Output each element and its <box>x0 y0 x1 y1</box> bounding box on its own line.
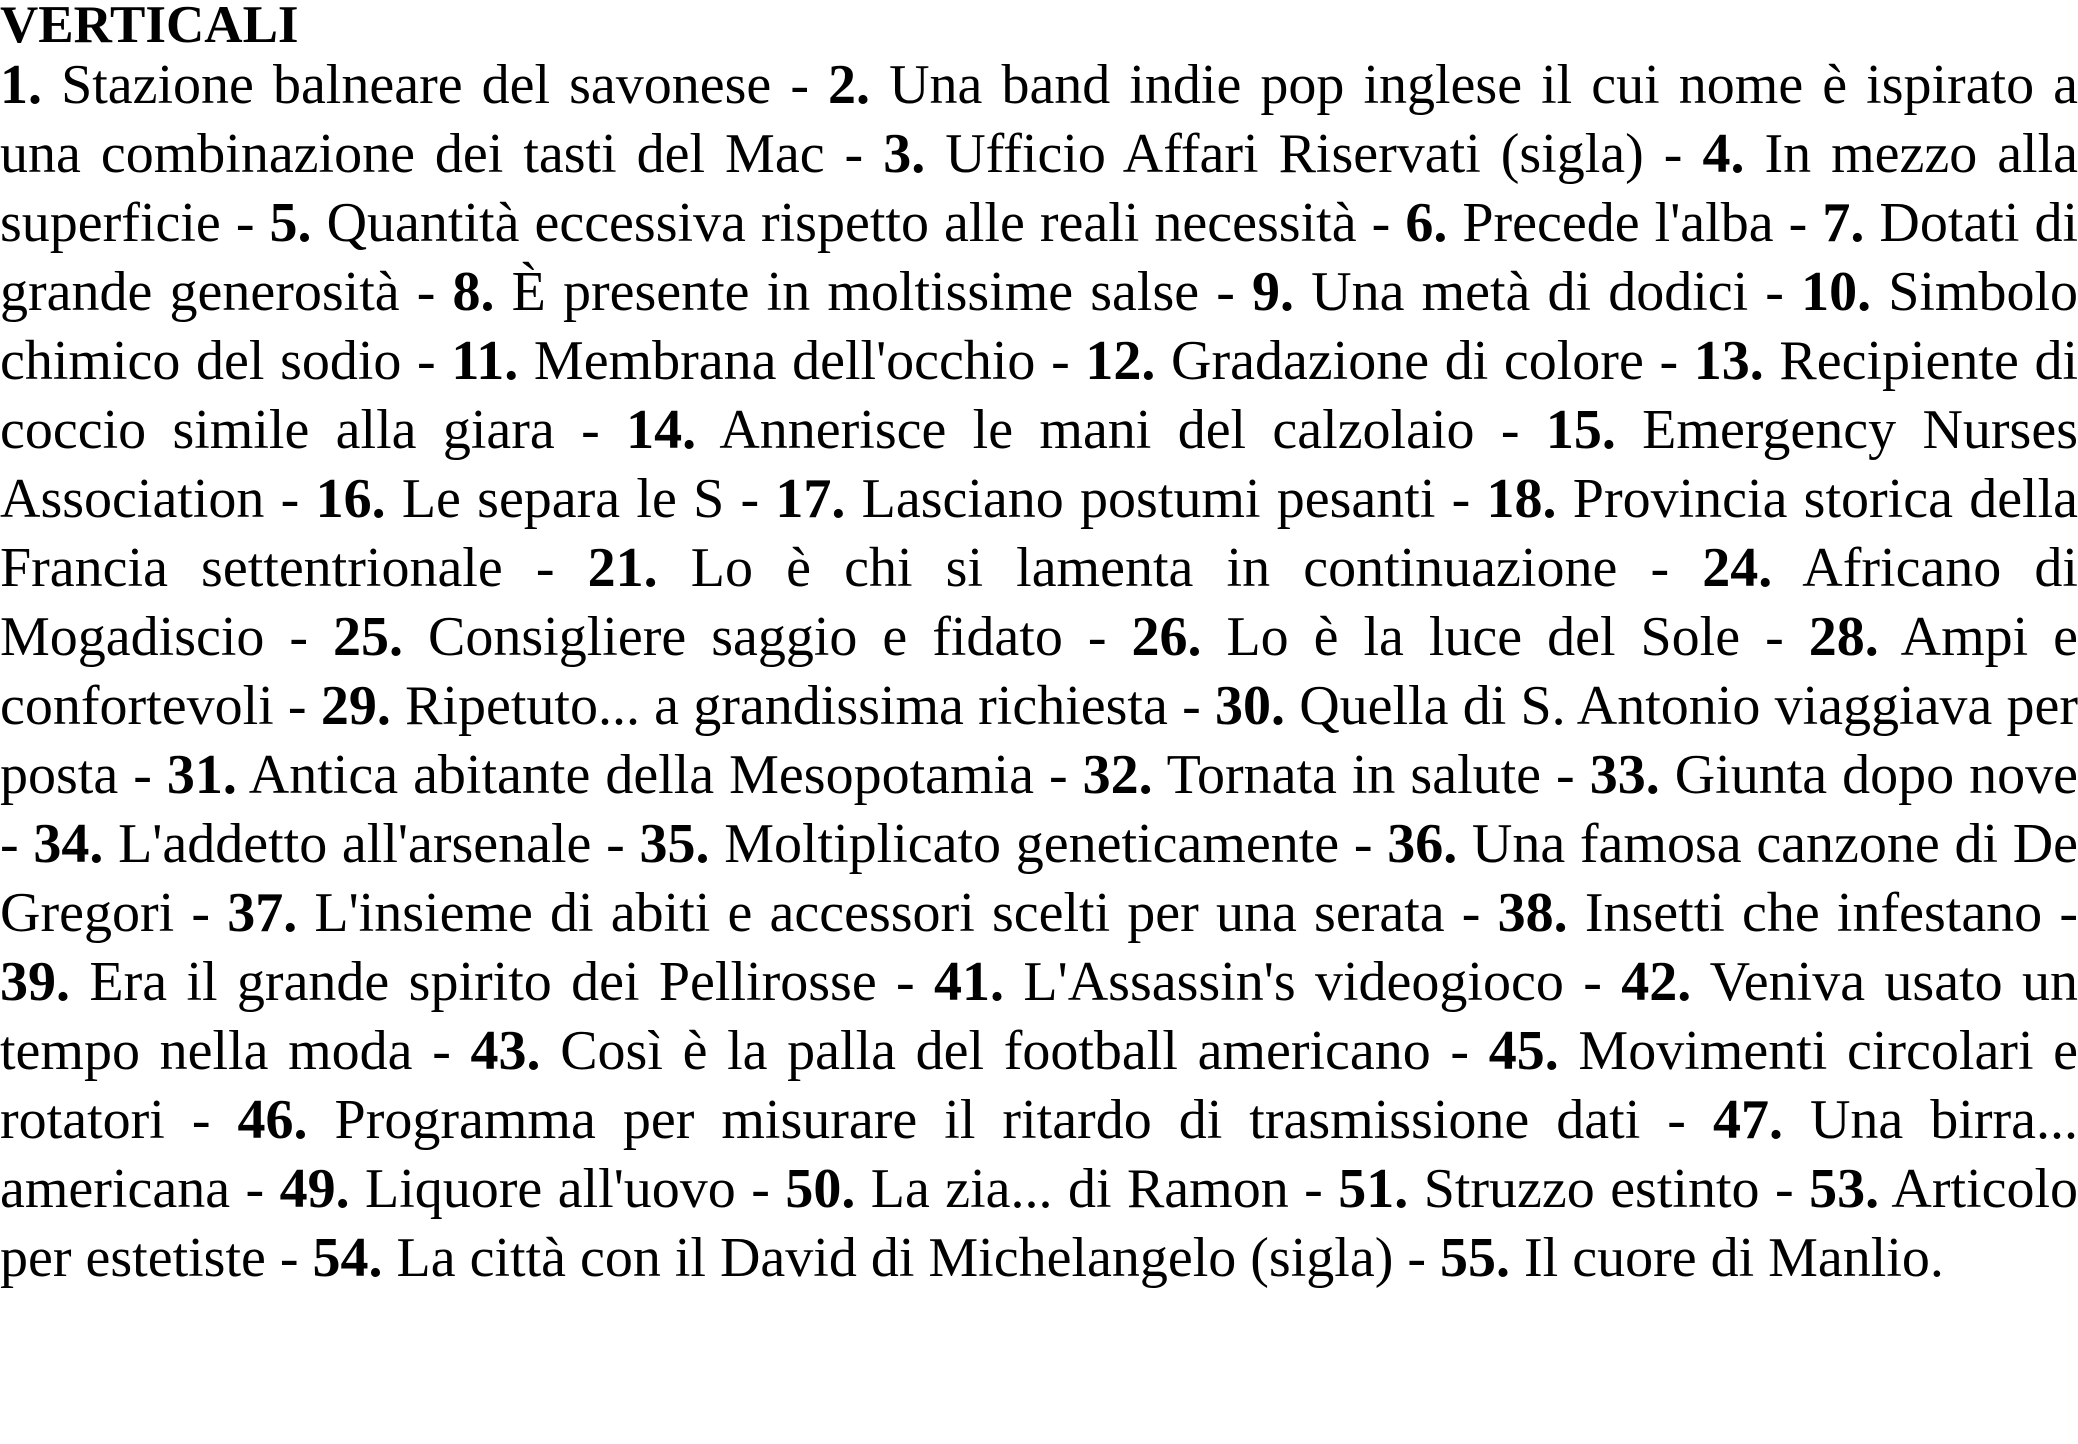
clue-text: Una birra... americana <box>0 1089 2078 1220</box>
clue-text: Stazione balneare del savonese <box>61 54 772 116</box>
clue-item <box>1083 744 1541 806</box>
clue-number: 21. <box>587 537 658 599</box>
clue-number: 5. <box>269 192 312 254</box>
clue-item <box>588 537 1618 599</box>
clue-number: 13. <box>1693 330 1764 392</box>
clue-text: Moltiplicato geneticamente <box>724 813 1340 875</box>
clue-number: 37. <box>227 882 298 944</box>
clue-item <box>1590 744 2078 806</box>
clue-text: Ampi e confortevoli <box>0 606 2078 737</box>
clue-number: 42. <box>1621 951 1692 1013</box>
clue-text: Simbolo chimico del sodio <box>0 261 2078 392</box>
clue-number: 38. <box>1497 882 1568 944</box>
clue-text: Veniva usato un tempo nella moda <box>0 951 2078 1082</box>
clue-text: Le separa le S <box>401 468 725 530</box>
clue-text: L'Assassin's videogioco <box>1023 951 1564 1013</box>
clue-number: 51. <box>1338 1158 1409 1220</box>
clue-text: Quantità eccessiva rispetto alle reali necessità <box>326 192 1357 254</box>
clue-item <box>1440 1227 1944 1289</box>
clue-text: Il cuore di Manlio. <box>1524 1227 1944 1289</box>
clue-item <box>333 606 1063 668</box>
clue-item <box>313 1227 1394 1289</box>
clue-number: 16. <box>315 468 386 530</box>
clue-text: Precede l'alba <box>1462 192 1774 254</box>
clue-item <box>1405 192 1773 254</box>
clue-text: Lo è chi si lamenta in continuazione <box>690 537 1618 599</box>
clue-text: Gradazione di colore <box>1171 330 1644 392</box>
clue-item <box>167 744 1034 806</box>
clue-item <box>0 951 877 1013</box>
clue-number: 18. <box>1486 468 1557 530</box>
clue-text: Lasciano postumi pesanti <box>861 468 1436 530</box>
clue-number: 31. <box>166 744 237 806</box>
clue-list: 1. Stazione balneare del savonese - 2. Una band indie pop inglese il cui nome è ispirato a una combinazione dei tasti del Mac - 3. Ufficio Affari Riservati (sigla) - 4. In mezzo alla superficie - 5. Quantità eccessiva rispetto alle reali necessità - 6. Precede l'alba - 7. Dotati di grande generosità - 8. È presente in moltissime salse - 9. Una metà di dodici - 10. Simbolo chimico del sodio - 11. Membrana dell'occhio - 12. Gradazione di colore - 13. Recipiente di coccio simile alla giara - 14. Annerisce le mani del calzolaio - 15. Emergency Nurses Association - 16. Le separa le S - 17. Lasciano postumi pesanti - 18. Provincia storica della Francia settentrionale - 21. Lo è chi si lamenta in continuazione - 24. Africano di Mogadiscio - 25. Consigliere saggio e fidato - 26. Lo è la luce del Sole - 28. Ampi e confortevoli - 29. Ripetuto... a grandissima richiesta - 30. Quella di S. Antonio viaggiava per posta - 31. Antica abitante della Mesopotamia - 32. Tornata in salute - 33. Giunta dopo nove - 34. L'addetto all'arsenale - 35. Moltiplicato geneticamente - 36. Una famosa canzone di De Gregori - 37. L'insieme di abiti e accessori scelti per una serata - 38. Insetti che infestano - 39. Era il grande spirito dei Pellirosse - 41. L'Assassin's videogioco - 42. Veniva usato un tempo nella moda - 43. Così è la palla del football americano - 45. Movimenti circolari e rotatori - 46. Programma per misurare il ritardo di trasmissione dati - 47. Una birra... americana - 49. Liquore all'uovo - 50. La zia... di Ramon - 51. Struzzo estinto - 53. Articolo per estetiste - 54. La città con il David di Michelangelo (sigla) - 55. Il cuore di Manlio. <box>0 54 2078 1289</box>
clue-number: 14. <box>626 399 697 461</box>
clue-item <box>227 882 1444 944</box>
clue-text: Ripetuto... a grandissima richiesta <box>405 675 1168 737</box>
clue-number: 36. <box>1387 813 1458 875</box>
clue-item <box>471 1020 1431 1082</box>
clue-text: Quella di S. Antonio viaggiava per posta <box>0 675 2078 806</box>
clue-number: 2. <box>828 54 871 116</box>
clue-item <box>1252 261 1748 323</box>
clue-number: 29. <box>320 675 391 737</box>
clue-number: 15. <box>1545 399 1616 461</box>
clue-number: 7. <box>1822 192 1865 254</box>
clue-number: 35. <box>639 813 710 875</box>
clue-number: 33. <box>1589 744 1660 806</box>
clue-number: 47. <box>1712 1089 1783 1151</box>
clue-item <box>316 468 725 530</box>
clue-item <box>321 675 1168 737</box>
clue-number: 30. <box>1214 675 1285 737</box>
clue-number: 12. <box>1085 330 1156 392</box>
clue-text: Movimenti circolari e rotatori <box>0 1020 2078 1151</box>
clue-number: 32. <box>1082 744 1153 806</box>
clue-text: Provincia storica della Francia settentrionale <box>0 468 2078 599</box>
clue-text: L'addetto all'arsenale <box>118 813 592 875</box>
clue-text: Consigliere saggio e fidato <box>428 606 1063 668</box>
clue-text: Una band indie pop inglese il cui nome è ispirato a una combinazione dei tasti del Mac <box>0 54 2078 185</box>
clue-text: Liquore all'uovo <box>365 1158 736 1220</box>
clue-item <box>451 330 1035 392</box>
clue-item <box>883 123 1644 185</box>
clue-number: 17. <box>775 468 846 530</box>
clue-number: 10. <box>1801 261 1872 323</box>
clue-number: 41. <box>934 951 1005 1013</box>
clue-text: In mezzo alla superficie <box>0 123 2078 254</box>
clue-text: Struzzo estinto <box>1423 1158 1760 1220</box>
clue-text: Programma per misurare il ritardo di trasmissione dati <box>334 1089 1641 1151</box>
clue-number: 55. <box>1440 1227 1510 1289</box>
clue-text: Dotati di grande generosità <box>0 192 2078 323</box>
clue-item <box>1498 882 2043 944</box>
clue-number: 49. <box>279 1158 350 1220</box>
clue-text: Ufficio Affari Riservati (sigla) <box>945 123 1644 185</box>
clue-number: 34. <box>33 813 104 875</box>
clue-text: La città con il David di Michelangelo (sigla) <box>396 1227 1394 1289</box>
clue-number: 9. <box>1252 261 1295 323</box>
clue-number: 3. <box>883 123 926 185</box>
clue-item <box>785 1158 1288 1220</box>
clue-number: 11. <box>451 330 519 392</box>
clue-item <box>280 1158 736 1220</box>
section-heading: VERTICALI <box>0 0 299 54</box>
clue-number: 54. <box>312 1227 383 1289</box>
clue-text: Recipiente di coccio simile alla giara <box>0 330 2078 461</box>
clue-text: Tornata in salute <box>1166 744 1542 806</box>
clue-text: Antica abitante della Mesopotamia <box>248 744 1034 806</box>
clue-item <box>1131 606 1740 668</box>
clue-text: Africano di Mogadiscio <box>0 537 2078 668</box>
clue-item <box>33 813 591 875</box>
clue-text: La zia... di Ramon <box>870 1158 1289 1220</box>
clue-text: Così è la palla del football americano <box>560 1020 1431 1082</box>
clue-item <box>639 813 1339 875</box>
clue-item <box>453 261 1200 323</box>
clue-item <box>270 192 1357 254</box>
clue-item <box>775 468 1435 530</box>
clue-text: Giunta dopo nove <box>1674 744 2078 806</box>
clue-item <box>1085 330 1643 392</box>
clue-item <box>626 399 1474 461</box>
clue-item <box>1338 1158 1759 1220</box>
clue-text: Era il grande spirito dei Pellirosse <box>89 951 877 1013</box>
clue-number: 8. <box>452 261 495 323</box>
clue-text: Una famosa canzone di De Gregori <box>0 813 2078 944</box>
clue-number: 53. <box>1809 1158 1880 1220</box>
clue-number: 1. <box>0 54 42 116</box>
clue-number: 4. <box>1702 123 1745 185</box>
clue-text: Annerisce le mani del calzolaio <box>719 399 1475 461</box>
clue-number: 25. <box>333 606 404 668</box>
clue-number: 45. <box>1488 1020 1559 1082</box>
clue-item <box>934 951 1564 1013</box>
clue-number: 24. <box>1702 537 1773 599</box>
clue-number: 26. <box>1131 606 1202 668</box>
clue-number: 50. <box>785 1158 856 1220</box>
clue-number: 6. <box>1405 192 1448 254</box>
clue-text: Membrana dell'occhio <box>533 330 1036 392</box>
clue-text: Lo è la luce del Sole <box>1226 606 1741 668</box>
clue-text: Una metà di dodici <box>1311 261 1749 323</box>
clue-item <box>0 54 771 116</box>
clue-text: Emergency Nurses Association <box>0 399 2078 530</box>
clue-number: 28. <box>1808 606 1879 668</box>
clue-text: Insetti che infestano <box>1584 882 2043 944</box>
clue-number: 39. <box>0 951 70 1013</box>
clue-item <box>238 1089 1641 1151</box>
clue-number: 43. <box>470 1020 541 1082</box>
clue-text: L'insieme di abiti e accessori scelti per una serata <box>314 882 1445 944</box>
clue-text: Articolo per estetiste <box>0 1158 2078 1289</box>
clue-text: È presente in moltissime salse <box>511 261 1200 323</box>
clue-number: 46. <box>237 1089 308 1151</box>
